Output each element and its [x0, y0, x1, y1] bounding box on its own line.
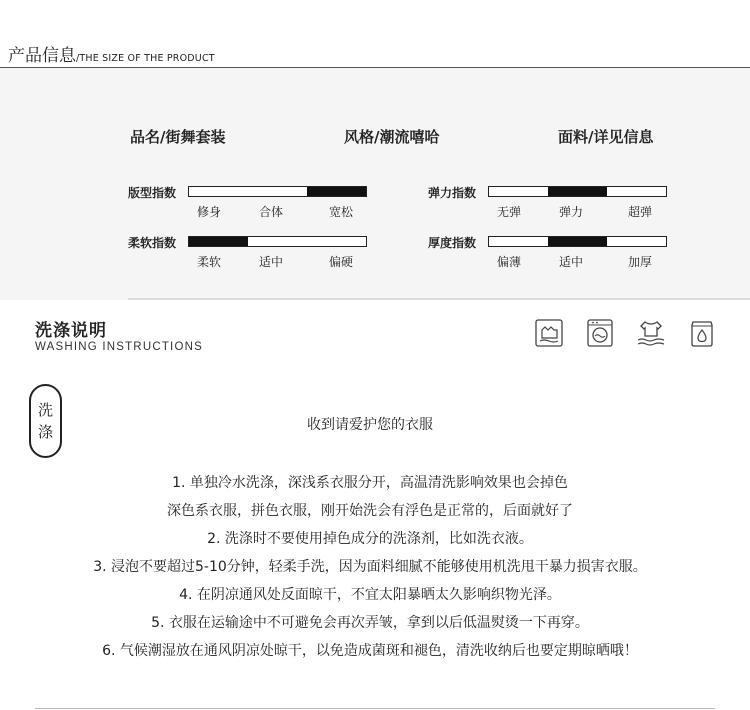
fit-tick-slim: 修身	[197, 205, 222, 219]
softness-tick-medium: 适中	[259, 255, 284, 269]
instruction-line: 5. 衣服在运输途中不可避免会再次弄皱，拿到以后低温熨烫一下再穿。	[151, 615, 589, 631]
stretch-index-bar	[488, 186, 667, 197]
softness-index-bar	[188, 236, 367, 247]
washing-title: 洗涤说明	[35, 321, 107, 341]
thickness-tick-thin: 偏薄	[497, 255, 522, 269]
softness-tick-hard: 偏硬	[329, 255, 354, 269]
attribute-name: 品名/街舞套装	[130, 128, 226, 146]
thickness-index-label: 厚度指数	[428, 236, 477, 250]
washing-subtitle: WASHING INSTRUCTIONS	[35, 341, 203, 353]
instruction-line: 1. 单独冷水洗涤，深浅系衣服分开，高温清洗影响效果也会掉色	[172, 475, 568, 491]
thickness-tick-thick: 加厚	[628, 255, 653, 269]
fit-index-bar	[188, 186, 367, 197]
instruction-line: 2. 洗涤时不要使用掉色成分的洗涤剂，比如洗衣液。	[207, 531, 533, 547]
stretch-tick-stretch: 弹力	[559, 205, 584, 219]
stretch-index-fill	[548, 187, 607, 196]
stretch-index-label: 弹力指数	[428, 186, 477, 200]
instruction-line: 4. 在阴凉通风处反面晾干，不宜太阳暴晒太久影响织物光泽。	[179, 587, 561, 603]
attribute-fabric: 面料/详见信息	[558, 128, 654, 146]
wash-badge-char-1: 洗	[37, 401, 53, 419]
section-title-en: /THE SIZE OF THE PRODUCT	[76, 53, 215, 64]
fit-tick-regular: 合体	[259, 205, 284, 219]
fit-index-fill	[307, 187, 366, 196]
water-temperature-icon	[687, 318, 717, 348]
washing-machine-icon	[585, 318, 615, 348]
stretch-tick-super: 超弹	[628, 205, 653, 219]
panel-bottom-border	[128, 298, 750, 300]
instruction-line: 6. 气候潮湿放在通风阴凉处晾干，以免造成菌斑和褪色，清洗收纳后也要定期晾晒哦！	[102, 643, 638, 659]
fit-index-label: 版型指数	[128, 186, 177, 200]
softness-index-label: 柔软指数	[128, 236, 177, 250]
thickness-index-bar	[488, 236, 667, 247]
footer-divider	[35, 708, 715, 709]
section-title-cn: 产品信息	[8, 46, 76, 66]
instruction-line: 深色系衣服，拼色衣服，刚开始洗会有浮色是正常的，后面就好了	[167, 503, 573, 519]
care-title: 收到请爱护您的衣服	[307, 417, 433, 433]
wash-badge-char-2: 涤	[37, 423, 53, 441]
softness-tick-soft: 柔软	[197, 255, 222, 269]
thickness-index-fill	[548, 237, 607, 246]
attribute-style: 风格/潮流嘻哈	[344, 128, 440, 146]
stretch-tick-none: 无弹	[497, 205, 522, 219]
instruction-line: 3. 浸泡不要超过5-10分钟，轻柔手洗，因为面料细腻不能够使用机洗甩干暴力损害衣服。	[93, 559, 647, 575]
section-header	[8, 41, 215, 66]
hand-wash-icon	[534, 318, 564, 348]
shirt-wash-icon	[636, 318, 666, 348]
fit-tick-loose: 宽松	[329, 205, 354, 219]
softness-index-fill	[189, 237, 248, 246]
thickness-tick-medium: 适中	[559, 255, 584, 269]
